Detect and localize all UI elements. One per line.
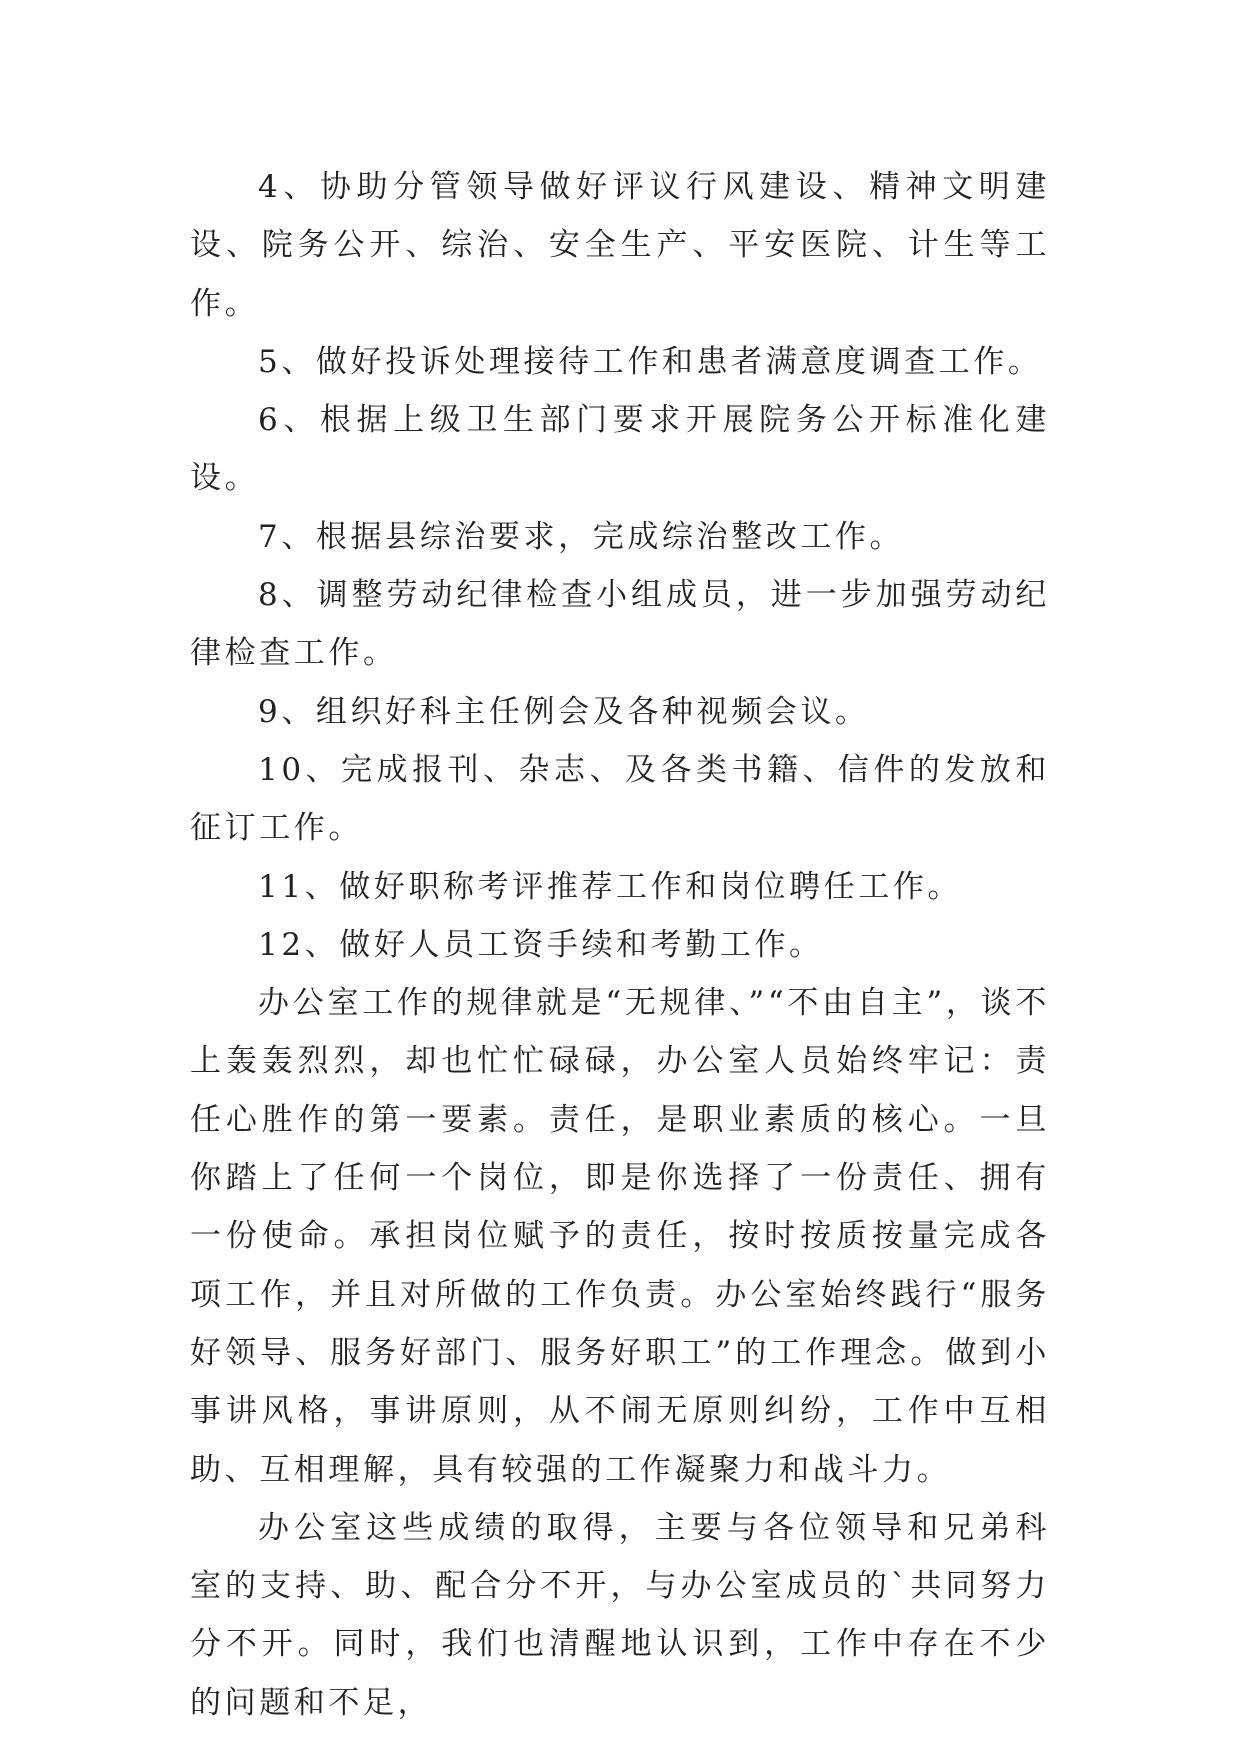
paragraph-achievements: 办公室这些成绩的取得，主要与各位领导和兄弟科室的支持、助、配合分不开，与办公室成员的`共同努力分不开。同时，我们也清醒地认识到，工作中存在不少的问题和不足， — [190, 1509, 1050, 1721]
paragraph-item-7: 7、根据县综治要求，完成综治整改工作。 — [258, 518, 905, 555]
paragraph-item-8: 8、调整劳动纪律检查小组成员，进一步加强劳动纪律检查工作。 — [190, 577, 1050, 672]
paragraph-item-12: 12、做好人员工资手续和考勤工作。 — [258, 926, 824, 963]
paragraph-item-5: 5、做好投诉处理接待工作和患者满意度调查工作。 — [258, 343, 1043, 380]
paragraph-item-9: 9、组织好科主任例会及各种视频会议。 — [258, 693, 870, 730]
paragraph-item-10: 10、完成报刊、杂志、及各类书籍、信件的发放和征订工作。 — [190, 751, 1050, 847]
document-body — [190, 158, 1050, 1732]
paragraph-office-work: 办公室工作的规律就是“无规律、”“不由自主”，谈不上轰轰烈烈，却也忙忙碌碌，办公室人员始终牢记：责任心胜作的第一要素。责任，是职业素质的核心。一旦你踏上了任何一个岗位，即是你选择了一份责任、拥有一份使命。承担岗位赋予的责任，按时按质按量完成各项工作，并且对所做的工作负责。办公室始终践行“服务好领导、服务好部门、服务好职工”的工作理念。做到小事讲风格，事讲原则，从不闹无原则纠纷，工作中互相助、互相理解，具有较强的工作凝聚力和战斗力。 — [190, 985, 1050, 1488]
paragraph-item-6: 6、根据上级卫生部门要求开展院务公开标准化建设。 — [190, 402, 1050, 497]
paragraph-item-11: 11、做好职称考评推荐工作和岗位聘任工作。 — [258, 868, 963, 905]
paragraph-item-4: 4、协助分管领导做好评议行风建设、精神文明建设、院务公开、综治、安全生产、平安医院、计生等工作。 — [190, 169, 1050, 322]
